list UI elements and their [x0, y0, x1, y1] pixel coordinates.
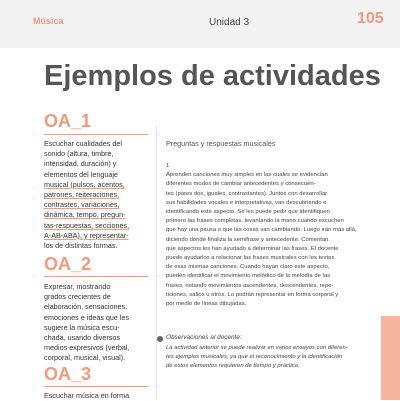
- text-line: contrastes, variaciones,: [44, 200, 120, 210]
- text-line: pueden identificar el movimiento melódico de la melodía de las: [166, 273, 331, 280]
- objective-label-oa3: OA_3: [44, 364, 92, 384]
- text-line: emociones e ideas que les: [44, 312, 130, 322]
- observations-text: [166, 344, 378, 370]
- activity-number: 1: [166, 163, 170, 169]
- text-line: diferentes modos de cambiar antecedentes y consecuen-: [166, 181, 316, 188]
- text-line: Aprenden canciones muy simples en las cuales se evidencian: [166, 172, 328, 179]
- text-line: intensidad, duración) y: [44, 159, 117, 169]
- objective-text-oa1: [44, 139, 150, 251]
- objective-label-oa2: OA_2: [44, 254, 92, 274]
- unit-label: Unidad 3: [209, 17, 250, 28]
- text-line: sus habilidades vocales e interpretativas, van descubriendo e: [166, 199, 327, 206]
- page-title: Ejemplos de actividades: [44, 60, 381, 92]
- objective-text-oa2: [44, 282, 150, 364]
- page-header: [0, 0, 400, 48]
- objective-label-oa1: OA_1: [44, 111, 92, 131]
- text-line: de estos elementos requieren de tiempo y práctica.: [166, 362, 300, 369]
- activity-section-title: Preguntas y respuestas musicales: [166, 139, 276, 148]
- text-line: tes (pares dos, iguales, contrastantes). Juntos con desarrollar: [166, 190, 328, 197]
- text-line: elementos del lenguaje: [44, 169, 118, 179]
- text-line: corporal, musical, visual).: [44, 353, 126, 363]
- bullet-icon: [157, 336, 163, 342]
- text-line: los de distintas formas.: [44, 241, 118, 251]
- objective-divider: [44, 276, 148, 277]
- text-line: identificando este aspecto. Se les puede pedir que identifiquen: [166, 209, 330, 216]
- activity-body: [166, 162, 372, 309]
- text-line: que aspectos les han ayudado a determinar las frases. El docente: [166, 245, 339, 252]
- text-line: tas-respuestas, secciones,: [44, 220, 130, 230]
- page-number: 105: [357, 10, 384, 27]
- text-line: tes ejemplos musicales, ya que el reconocimiento y la identificación: [166, 353, 343, 360]
- text-line: de esas mismas canciones. Cuando hayan claro este aspecto,: [166, 264, 330, 271]
- text-line: medios expresivos (verbal,: [44, 343, 130, 353]
- text-line: patrones, reiteraciones,: [44, 190, 120, 200]
- subject-label: Música: [33, 16, 64, 26]
- text-line: frases, notando movimientos ascendentes, descendentes, repe-: [166, 282, 334, 289]
- text-line: sugiere la música escu-: [44, 322, 120, 332]
- text-line: grados crecientes de: [44, 292, 111, 302]
- text-line: primero las frases completas, levantando la mano cuando escuchen: [166, 218, 344, 225]
- text-line: La actividad anterior se puede realizar en varios ensayos con diferen-: [166, 345, 348, 351]
- text-line: Escuchar música en forma: [44, 391, 130, 400]
- text-line: elaboración, sensaciones,: [44, 302, 128, 312]
- text-line: diciendo dónde finaliza la semifrase y antecedente. Comentan: [166, 236, 329, 243]
- text-line: puede ayudarlos a relacionar las frases musicales con los textos: [166, 255, 335, 262]
- text-line: dinámica, tempo, pregun-: [44, 210, 126, 220]
- observations-title: Observaciones al docente:: [166, 334, 242, 341]
- text-line: ticiones, saltos u otros. Lo podrán representar en forma corporal y: [166, 291, 339, 298]
- text-line: Escuchar cualidades del: [44, 139, 122, 148]
- text-line: Expresar, mostrando: [44, 282, 111, 291]
- text-line: sonido (altura, timbre,: [44, 149, 114, 159]
- text-line: que hay una pausa o que las cosas van cambiando. Luego irán más allá,: [166, 227, 357, 234]
- text-line: por medio de líneas dibujadas.: [166, 301, 247, 308]
- objective-divider: [44, 134, 148, 135]
- column-divider: [156, 126, 157, 400]
- text-line: A-AB-ABA), y representar-: [44, 230, 129, 240]
- objective-divider: [44, 386, 148, 387]
- text-line: chada, usando diversos: [44, 333, 120, 343]
- side-tab: [381, 316, 400, 400]
- text-line: musical (pulsos, acentos,: [44, 179, 125, 189]
